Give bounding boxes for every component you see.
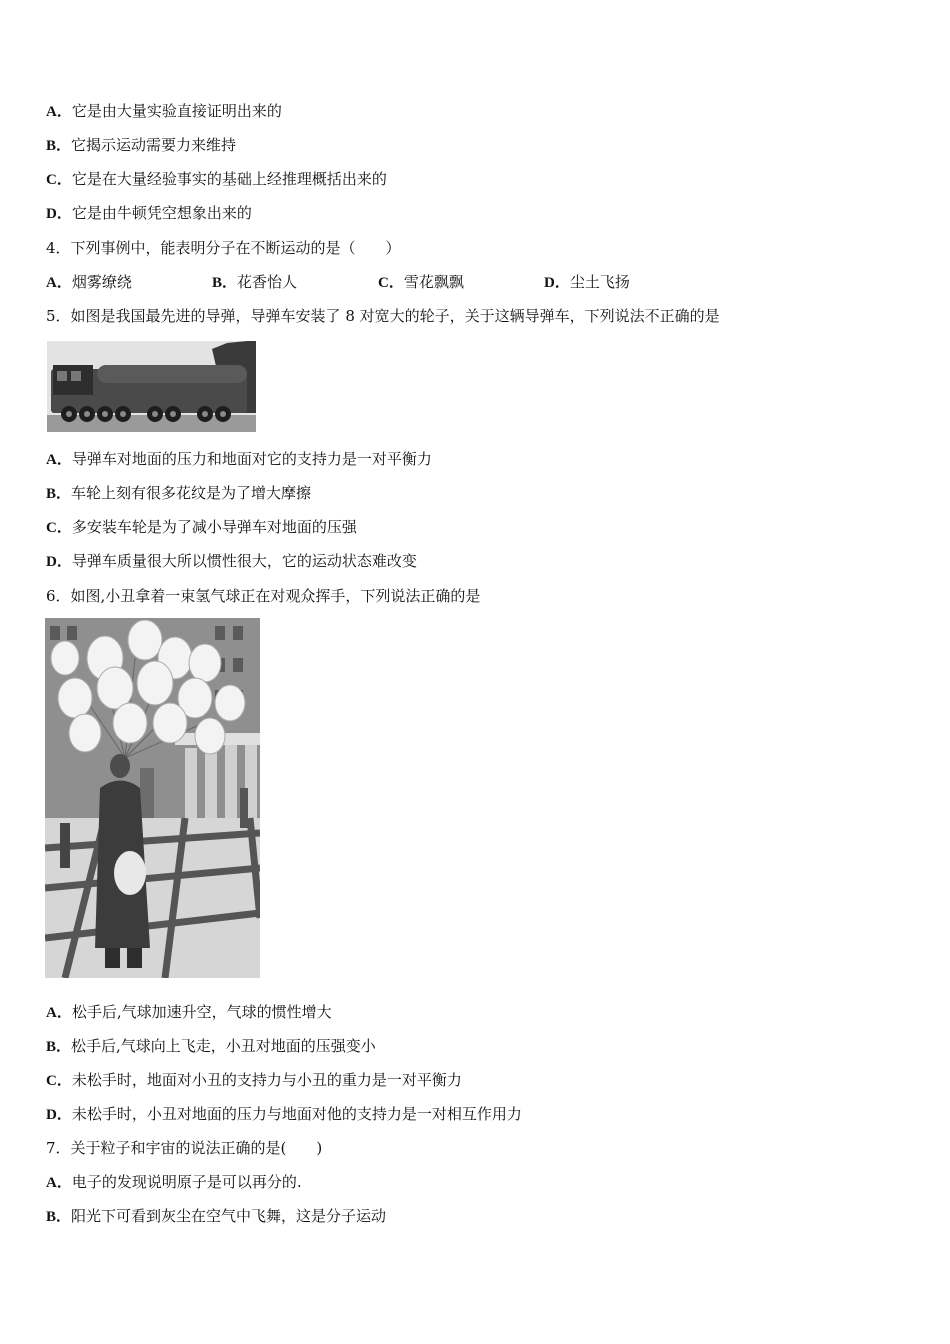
option-label: B． (46, 1039, 72, 1055)
option-label: D． (544, 275, 570, 291)
option-label: C． (46, 172, 72, 188)
q6-option-a (46, 1002, 332, 1023)
option-label: B． (212, 275, 238, 291)
option-text: 它是在大量经验事实的基础上经推理概括出来的 (71, 170, 387, 188)
option-label: D． (46, 554, 72, 570)
option-label: A． (46, 452, 72, 468)
option-text: 烟雾缭绕 (71, 273, 132, 291)
q4-stem: 4．下列事例中，能表明分子在不断运动的是（ ） (46, 239, 401, 257)
option-text: 导弹车对地面的压力和地面对它的支持力是一对平衡力 (71, 450, 432, 468)
option-label: D． (46, 1107, 72, 1123)
option-text: 松手后,气球加速升空，气球的惯性增大 (71, 1003, 332, 1021)
option-label: D． (46, 206, 72, 222)
q6-option-b (46, 1036, 376, 1057)
option-text: 它揭示运动需要力来维持 (71, 136, 237, 154)
q5-option-d (46, 551, 417, 572)
q4-option-b (212, 272, 378, 293)
q5-option-c (46, 517, 357, 538)
option-text: 雪花飘飘 (403, 273, 464, 291)
q7-stem: 7．关于粒子和宇宙的说法正确的是( ) (46, 1139, 323, 1157)
option-label: A． (46, 275, 72, 291)
option-label: C． (378, 275, 404, 291)
option-text: 花香怡人 (237, 273, 298, 291)
q4-options-row (46, 272, 630, 293)
option-text: 未松手时，地面对小丑的支持力与小丑的重力是一对平衡力 (71, 1071, 462, 1089)
option-text: 阳光下可看到灰尘在空气中飞舞，这是分子运动 (71, 1207, 387, 1225)
option-label: A． (46, 1175, 72, 1191)
q3-option-a (46, 101, 282, 122)
q4-option-d (544, 272, 630, 293)
q6-option-d (46, 1104, 522, 1125)
q7-option-a (46, 1172, 302, 1193)
q5-option-a (46, 449, 432, 470)
option-label: A． (46, 1005, 72, 1021)
option-label: C． (46, 520, 72, 536)
option-label: B． (46, 138, 72, 154)
missile-vehicle-image (47, 341, 256, 432)
clown-balloons-image (45, 618, 260, 978)
option-text: 未松手时，小丑对地面的压力与地面对他的支持力是一对相互作用力 (71, 1105, 522, 1123)
option-text: 电子的发现说明原子是可以再分的. (71, 1173, 302, 1191)
q3-option-b (46, 135, 236, 156)
q7-option-b (46, 1206, 386, 1227)
option-text: 松手后,气球向上飞走，小丑对地面的压强变小 (71, 1037, 376, 1055)
option-text: 导弹车质量很大所以惯性很大，它的运动状态难改变 (71, 552, 417, 570)
q3-option-d (46, 203, 252, 224)
q6-stem: 6．如图,小丑拿着一束氢气球正在对观众挥手，下列说法正确的是 (46, 587, 481, 605)
option-label: B． (46, 1209, 72, 1225)
option-label: A． (46, 104, 72, 120)
option-text: 它是由大量实验直接证明出来的 (71, 102, 282, 120)
q4-option-c (378, 272, 544, 293)
q4-option-a (46, 272, 212, 293)
option-label: B． (46, 486, 72, 502)
q5-option-b (46, 483, 311, 504)
option-text: 车轮上刻有很多花纹是为了增大摩擦 (71, 484, 312, 502)
q6-option-c (46, 1070, 462, 1091)
q5-stem: 5．如图是我国最先进的导弹，导弹车安装了 8 对宽大的轮子，关于这辆导弹车，下列说法不正确的是 (46, 307, 720, 325)
option-text: 尘土飞扬 (569, 273, 630, 291)
q3-option-c (46, 169, 387, 190)
option-text: 它是由牛顿凭空想象出来的 (71, 204, 252, 222)
option-text: 多安装车轮是为了减小导弹车对地面的压强 (71, 518, 357, 536)
option-label: C． (46, 1073, 72, 1089)
